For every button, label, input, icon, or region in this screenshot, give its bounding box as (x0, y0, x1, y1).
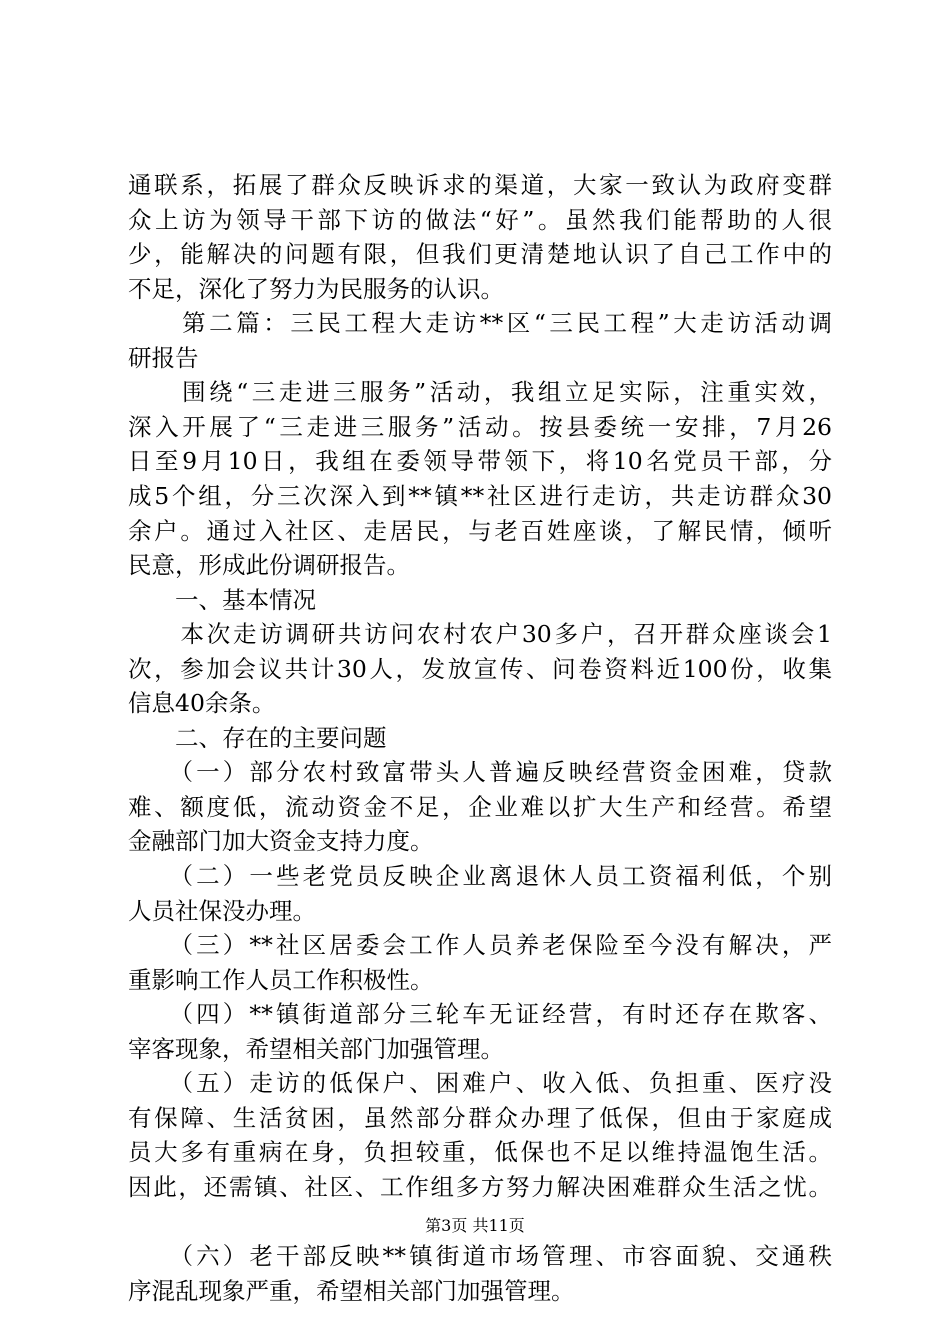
text-line: 围绕“三走进三服务”活动，我组立足实际，注重实效， (128, 378, 832, 407)
text-line: 次，参加会议共计30人，发放宣传、问卷资料近100份，收集 (128, 654, 832, 683)
text-line: （三）**社区居委会工作人员养老保险至今没有解决，严 (128, 931, 832, 960)
text-line: （一）部分农村致富带头人普遍反映经营资金困难，贷款 (128, 758, 832, 787)
page-footer: 第3页 共11页 (425, 1216, 525, 1235)
text-line: 宰客现象，希望相关部门加强管理。 (128, 1034, 504, 1063)
text-line: 第二篇：三民工程大走访**区“三民工程”大走访活动调 (128, 309, 832, 338)
text-line: 难、额度低，流动资金不足，企业难以扩大生产和经营。希望 (128, 792, 832, 821)
text-line: 二、存在的主要问题 (128, 723, 387, 752)
text-line: 序混乱现象严重，希望相关部门加强管理。 (128, 1276, 575, 1305)
text-line: （五）走访的低保户、困难户、收入低、负担重、医疗没 (128, 1069, 832, 1098)
text-line: 研报告 (128, 343, 199, 372)
text-line: 民意，形成此份调研报告。 (128, 551, 410, 580)
text-line: 日至9月10日，我组在委领导带领下，将10名党员干部，分 (128, 447, 832, 476)
text-line: 因此，还需镇、社区、工作组多方努力解决困难群众生活之忧。 (128, 1172, 832, 1201)
text-line: 通联系，拓展了群众反映诉求的渠道，大家一致认为政府变群 (128, 171, 832, 199)
text-line: 员大多有重病在身，负担较重，低保也不足以维持温饱生活。 (128, 1138, 832, 1167)
text-line: 成5个组，分三次深入到**镇**社区进行走访，共走访群众30 (128, 481, 832, 510)
text-line: （六）老干部反映**镇街道市场管理、市容面貌、交通秩 (128, 1242, 832, 1271)
text-line: 信息40余条。 (128, 689, 276, 718)
text-line: 不足，深化了努力为民服务的认识。 (128, 274, 504, 303)
text-line: 一、基本情况 (128, 585, 316, 614)
text-line: （四）**镇街道部分三轮车无证经营，有时还存在欺客、 (128, 1000, 832, 1029)
text-line: 人员社保没办理。 (128, 896, 316, 925)
text-line: 众上访为领导干部下访的做法“好”。虽然我们能帮助的人很 (128, 205, 832, 234)
text-line: 余户。通过入社区、走居民，与老百姓座谈，了解民情，倾听 (128, 516, 832, 545)
text-line: 本次走访调研共访问农村农户30多户，召开群众座谈会1 (128, 620, 832, 649)
text-line: 有保障、生活贫困，虽然部分群众办理了低保，但由于家庭成 (128, 1103, 832, 1132)
text-line: （二）一些老党员反映企业离退休人员工资福利低，个别 (128, 862, 832, 890)
text-line: 少，能解决的问题有限，但我们更清楚地认识了自己工作中的 (128, 240, 832, 269)
text-line: 金融部门加大资金支持力度。 (128, 827, 434, 856)
text-line: 深入开展了“三走进三服务”活动。按县委统一安排，7月26 (128, 412, 832, 441)
text-line: 重影响工作人员工作积极性。 (128, 965, 434, 994)
